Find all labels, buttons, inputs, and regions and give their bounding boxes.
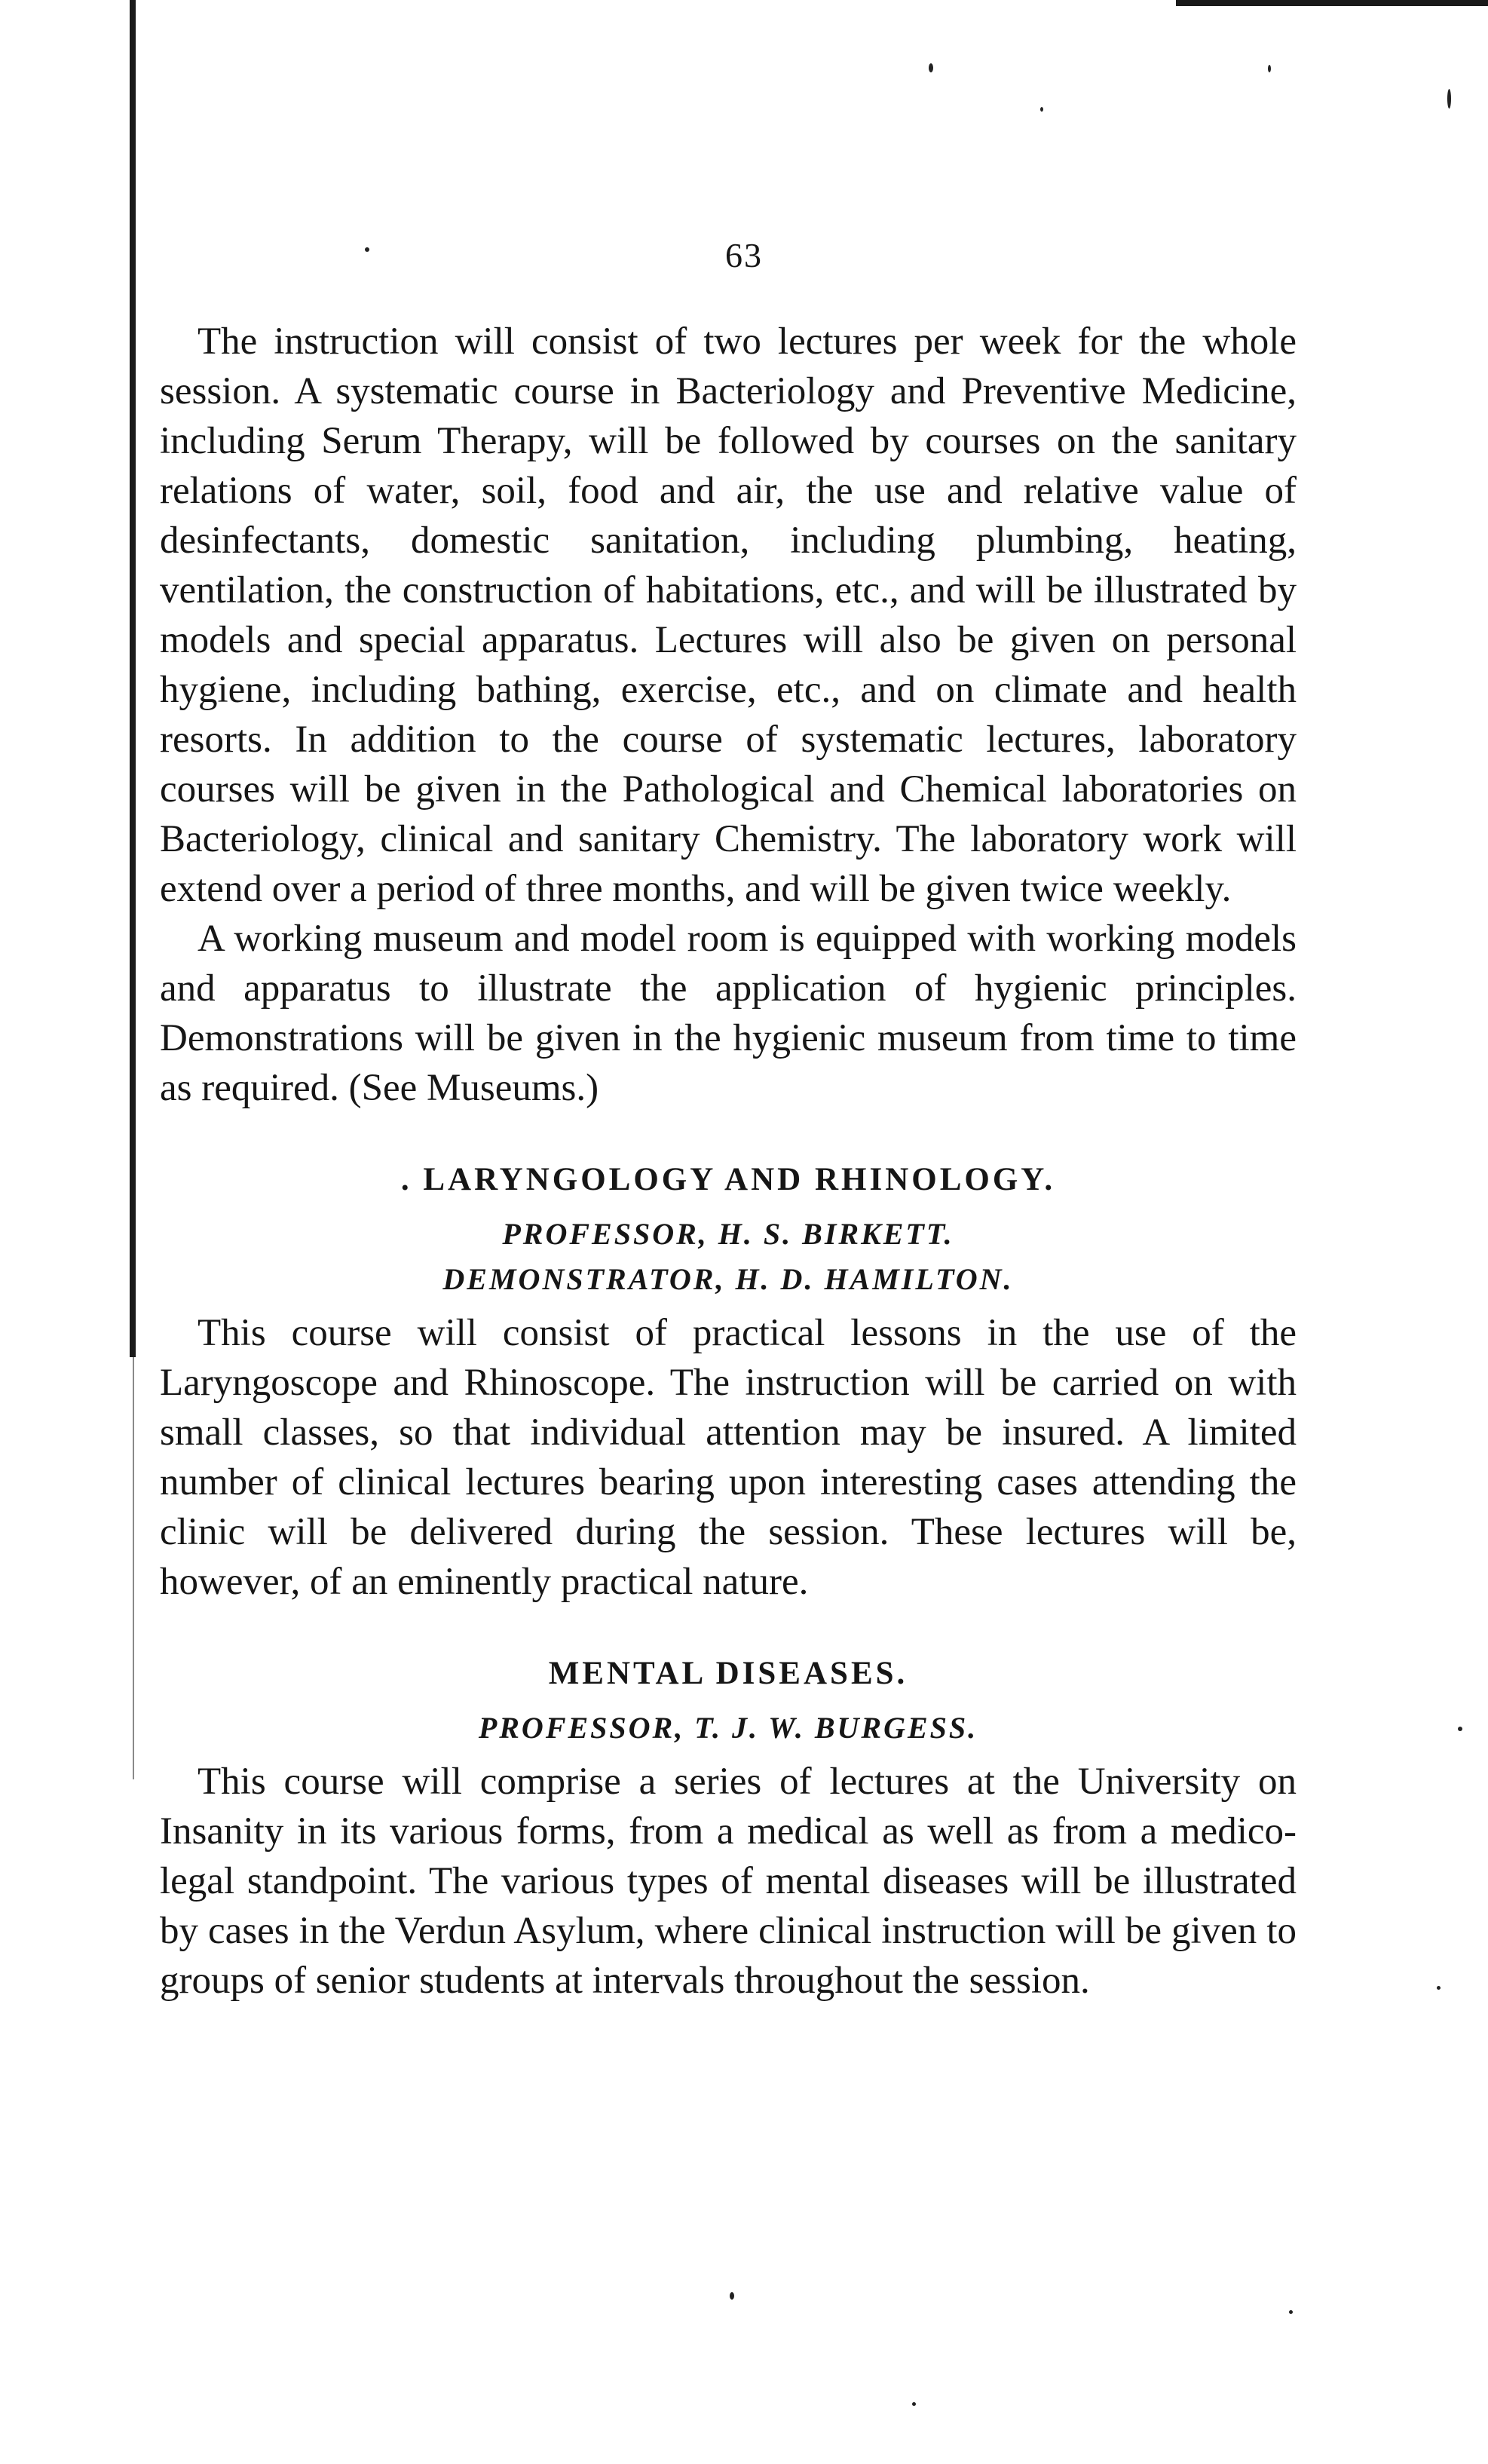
mental-diseases-body: This course will comprise a series of lectures at the University on Insanity in its various forms, from a medical as well as from a medico-legal standpoint. The various types of mental diseases will be illustrated by cases in the Verdun Asylum, where clinical instruction will be given to groups of senior students at intervals throughout the session. xyxy=(160,1761,1297,2002)
mental-diseases-professor: PROFESSOR, T. J. W. BURGESS. xyxy=(478,1711,978,1745)
mental-diseases-staff xyxy=(160,1705,1297,1751)
laryngology-section xyxy=(160,1161,1297,1607)
scan-speck xyxy=(730,2292,734,2300)
hygiene-museum-paragraph: A working museum and model room is equipped with working models and apparatus to illustrate the application of hygienic principles. Demonstrations will be given in the hygienic museum from time to time as required. (See Museums.) xyxy=(160,918,1297,1109)
laryngology-professor: PROFESSOR, H. S. BIRKETT. xyxy=(502,1217,954,1251)
scan-border-left xyxy=(130,0,136,1357)
mental-diseases-section xyxy=(160,1655,1297,2006)
scan-speck xyxy=(1447,89,1451,109)
scan-speck xyxy=(1268,65,1271,72)
scan-speck xyxy=(929,63,933,72)
scan-speck xyxy=(912,2402,916,2406)
scan-border-top xyxy=(1176,0,1488,6)
scan-border-left-faint xyxy=(133,1357,134,1779)
hygiene-instruction-paragraph: The instruction will consist of two lectures per week for the whole session. A systematic course in Bacteriology and Preventive Medicine, including Serum Therapy, will be followed by courses on the sanitary relations of water, soil, food and air, the use and relative value of desinfectants, domestic sanitation, including plumbing, heating, ventilation, the construction of habitations, etc., and will be illustrated by models and special apparatus. Lectures will also be given on personal hygiene, including bathing, exercise, etc., and on climate and health resorts. In addition to the course of systematic lectures, laboratory courses will be given in the Pathological and Chemical laboratories on Bacteriology, clinical and sanitary Chemistry. The laboratory work will extend over a period of three months, and will be given twice weekly. xyxy=(160,320,1297,910)
scan-speck xyxy=(1289,2310,1293,2314)
page-body xyxy=(160,317,1297,2006)
laryngology-body: This course will consist of practical lessons in the use of the Laryngoscope and Rhinoscope. The instruction will be carried on with small classes, so that individual attention may be insured. A limited number of clinical lectures bearing upon interesting cases attending the clinic will be delivered during the session. These lectures will be, however, of an eminently practical nature. xyxy=(160,1312,1297,1603)
laryngology-staff xyxy=(160,1212,1297,1302)
mental-diseases-heading: MENTAL DISEASES. xyxy=(548,1656,908,1691)
laryngology-demonstrator: DEMONSTRATOR, H. D. HAMILTON. xyxy=(442,1262,1014,1296)
page-number: 63 xyxy=(725,236,763,274)
scan-speck xyxy=(1437,1986,1441,1990)
laryngology-heading: . LARYNGOLOGY AND RHINOLOGY. xyxy=(400,1162,1056,1197)
scan-speck xyxy=(1040,107,1043,112)
scan-speck xyxy=(1458,1727,1462,1731)
